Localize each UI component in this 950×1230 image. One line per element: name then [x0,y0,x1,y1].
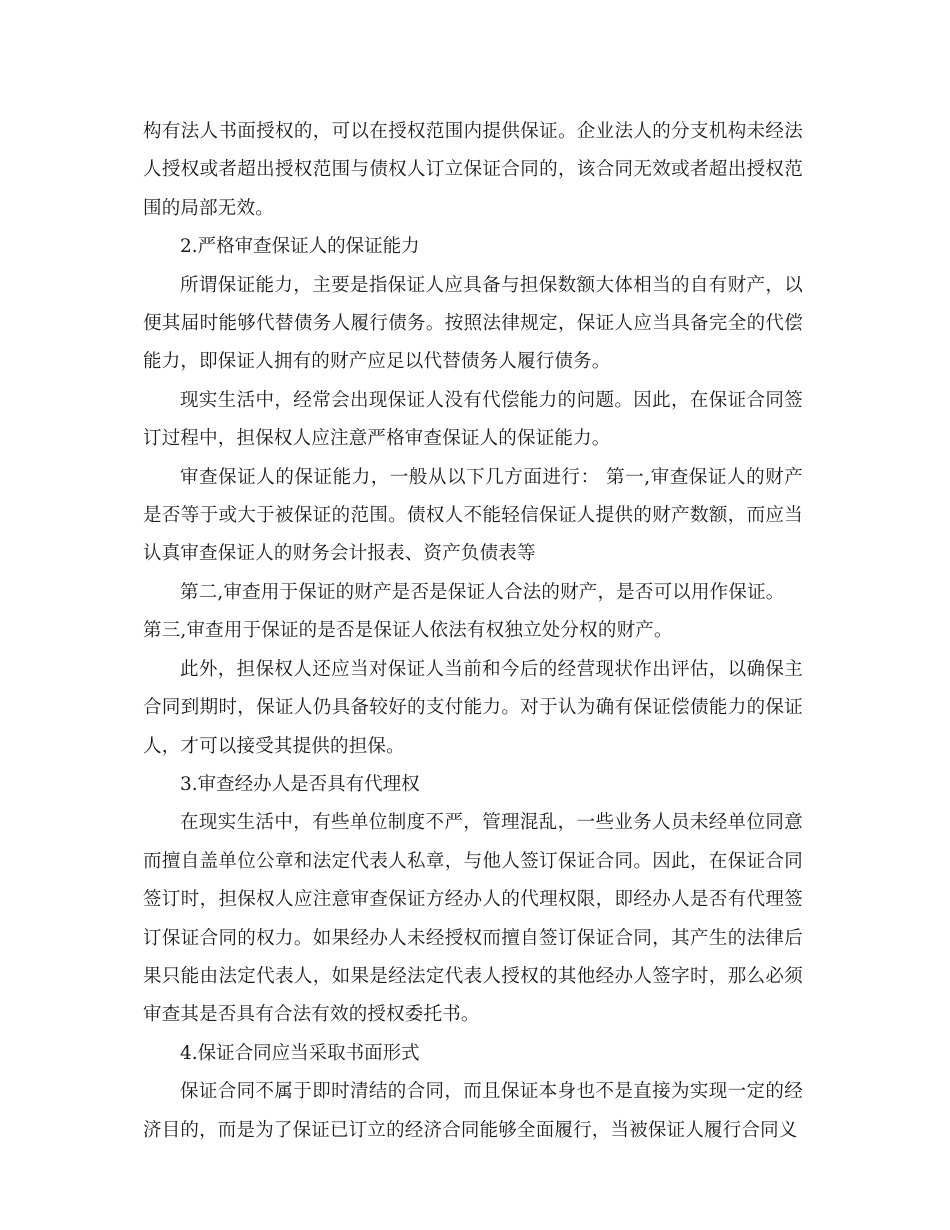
paragraph-written-form: 保证合同不属于即时清结的合同，而且保证本身也不是直接为实现一定的经济目的，而是为了保证已订立的经济合同能够全面履行，当被保证人履行合同义 [143,1081,803,1141]
document-body [143,113,803,1150]
paragraph-agent-authority: 在现实生活中，有些单位制度不严，管理混乱，一些业务人员未经单位同意而擅自盖单位公章和法定代表人私章，与他人签订保证合同。因此，在保证合同签订时，担保权人应注意审查保证方经办人的代理权限，即经办人是否有代理签订保证合同的权力。如果经办人未经授权而擅自签订保证合同，其产生的法律后果只能由法定代表人，如果是经法定代表人授权的其他经办人签字时，那么必须审查其是否具有合法有效的授权委托书。 [143,812,803,1026]
section-heading-2: 2.严格审查保证人的保证能力 [180,236,420,258]
paragraph-review-aspects: 审查保证人的保证能力，一般从以下几方面进行： 第一,审查保证人的财产是否等于或大于被保证的范围。债权人不能轻信保证人提供的财产数额，而应当认真审查保证人的财务会计报表、资产负债表等 [143,466,803,565]
paragraph-guarantee-capacity: 所谓保证能力，主要是指保证人应具备与担保数额大体相当的自有财产，以便其届时能够代替债务人履行债务。按照法律规定，保证人应当具备完全的代偿能力，即保证人拥有的财产应足以代替债务人履行债务。 [143,274,803,373]
paragraph-continuation: 构有法人书面授权的，可以在授权范围内提供保证。企业法人的分支机构未经法人授权或者超出授权范围与债权人订立保证合同的，该合同无效或者超出授权范围的局部无效。 [143,121,803,219]
paragraph-real-life: 现实生活中，经常会出现保证人没有代偿能力的问题。因此，在保证合同签订过程中，担保权人应注意严格审查保证人的保证能力。 [143,389,803,450]
section-heading-3: 3.审查经办人是否具有代理权 [180,773,420,795]
paragraph-third-point: 第三,审查用于保证的是否是保证人依法有权独立处分权的财产。 [143,620,673,642]
section-heading-4: 4.保证合同应当采取书面形式 [180,1042,420,1064]
paragraph-additionally: 此外，担保权人还应当对保证人当前和今后的经营现状作出评估，以确保主合同到期时，保证人仍具备较好的支付能力。对于认为确有保证偿债能力的保证人，才可以接受其提供的担保。 [143,658,803,757]
paragraph-second-point: 第二,审查用于保证的财产是否是保证人合法的财产，是否可以用作保证。 [180,581,785,603]
